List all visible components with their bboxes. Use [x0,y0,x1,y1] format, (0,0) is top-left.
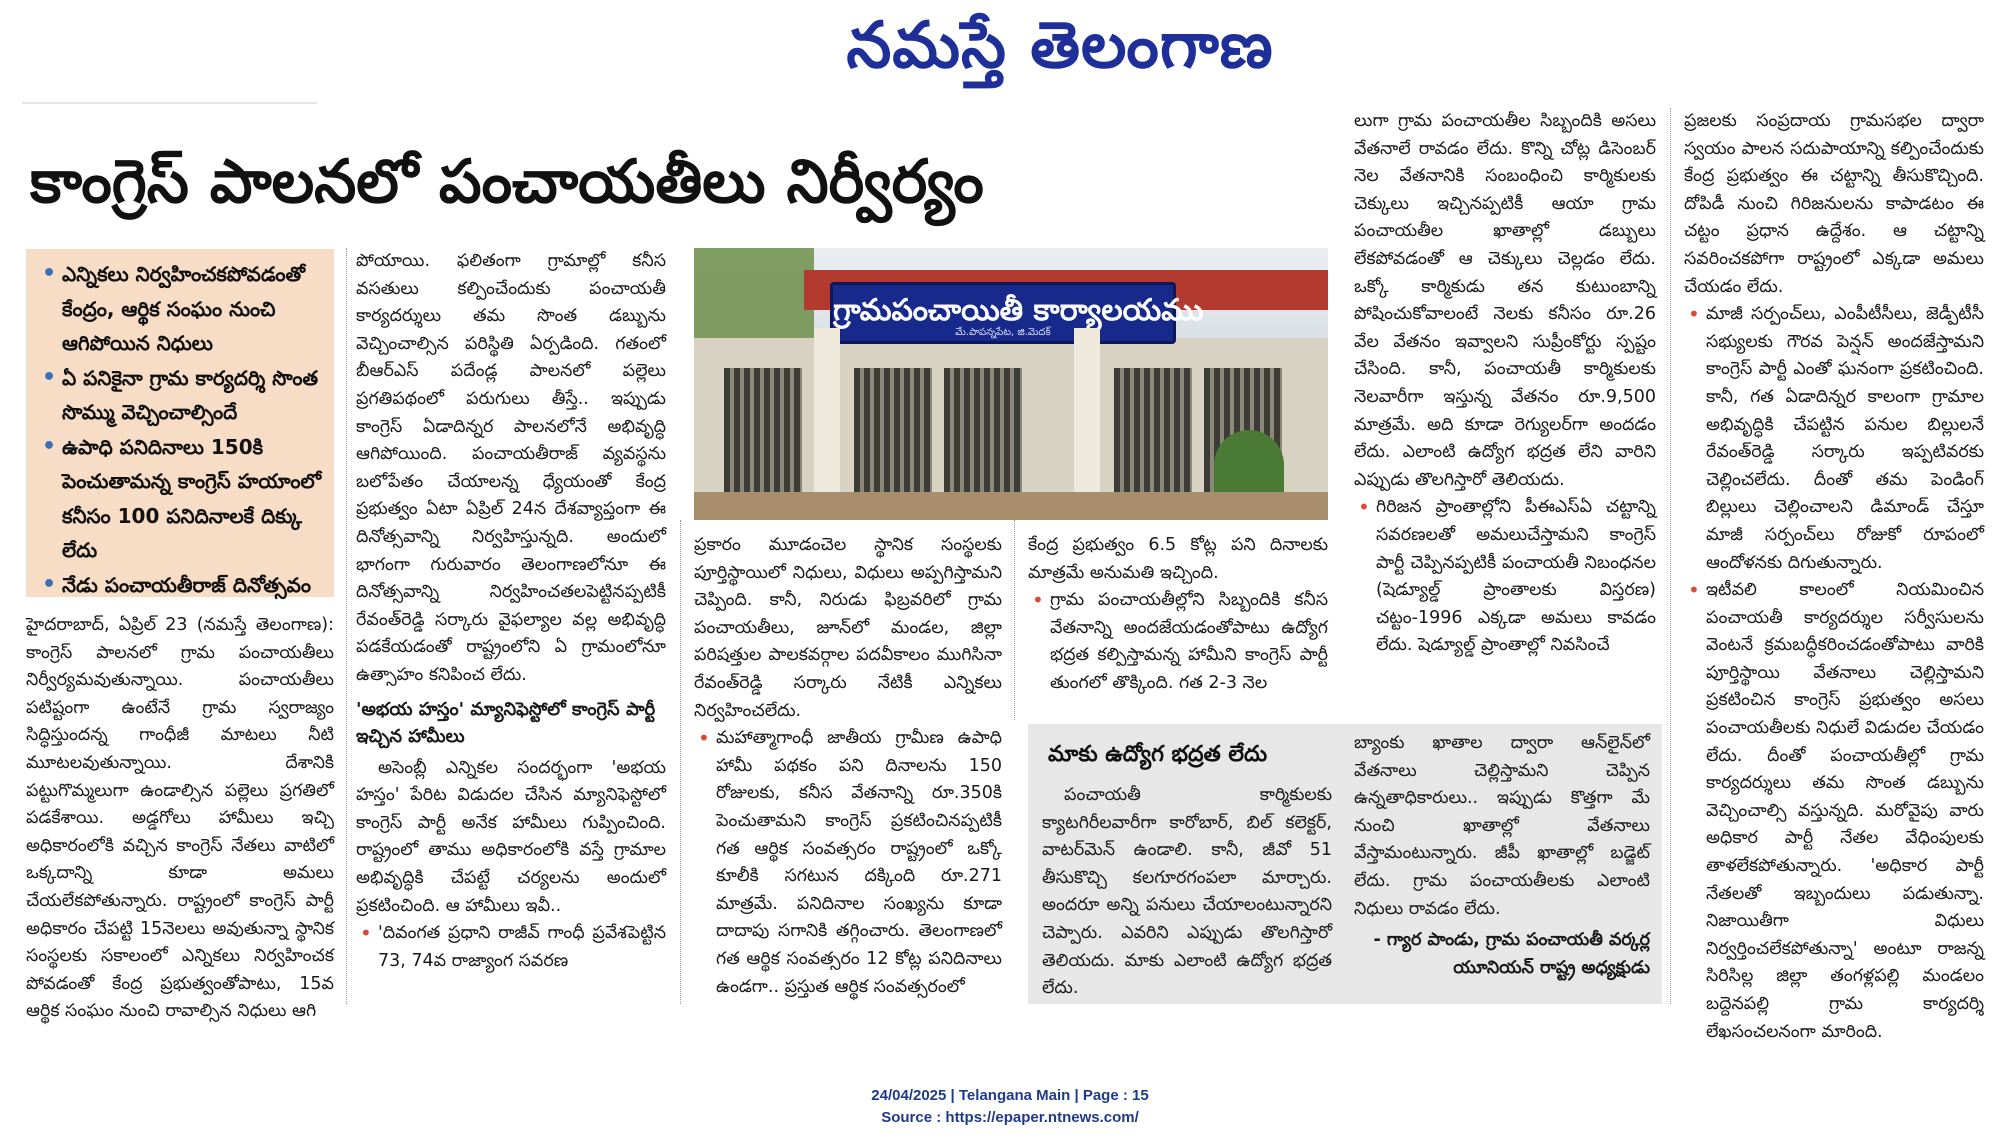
masthead-logo: నమస్తే తెలంగాణ [846,8,1274,83]
photo-ground [694,492,1328,520]
column-1 [26,612,334,1022]
highlight-item: • ఎన్నికలు నిర్వహించకపోవడంతో కేంద్రం, ఆర్థిక సంఘం నుంచి ఆగిపోయిన నిధులు [38,257,324,361]
column-divider [1670,108,1671,1004]
bullet-item: • మాజీ సర్పంచ్‌లు, ఎంపీటీసీలు, జెడ్పీటీసీ సభ్యులకు గౌరవ పెన్షన్ అందజేస్తామని కాంగ్రెస్ పార్టీ ఎంతో ఘనంగా ప్రకటించింది. కానీ, గత ఏడాదిన్నర కాలంగా గ్రామాల అభివృద్ధికి చేపట్టిన పనుల బిల్లులనే రేవంత్‌రెడ్డి సర్కారు ఇప్పటివరకు చెల్లించలేదు. దీంతో తమ పెండింగ్ బిల్లులు చెల్లించాలని డిమాండ్ చేస్తూ మాజీ సర్పంచ్‌లు రోజుకో రూపంలో ఆందోళనకు దిగుతున్నారు. [1684,301,1984,577]
photo-window [1114,368,1192,498]
column-6 [1684,108,1984,1042]
column-divider [346,248,347,1004]
quote-box-left [1042,782,1332,997]
article-paragraph: అసెంబ్లీ ఎన్నికల సందర్భంగా 'అభయ హస్తం' పేరిట విడుదల చేసిన మ్యానిఫెస్టోలో కాంగ్రెస్ పార్టీ అనేక హామీలు గుప్పించింది. రాష్ట్రంలో తాము అధికారంలోకి వస్తే గ్రామాల అభివృద్ధికి చేపట్టే చర్యలను అందులో ప్రకటించింది. ఆ హామీలు ఇవీ.. [356,757,666,916]
footer-source: Source : https://epaper.ntnews.com/ [881,1109,1139,1126]
photo-window [944,368,1022,498]
article-paragraph: బ్యాంకు ఖాతాల ద్వారా ఆన్‌లైన్‌లో వేతనాలు చెల్లిస్తామని చెప్పిన ఉన్నతాధికారులు.. ఇప్పుడు కొత్తగా మే నుంచి ఖాతాల్లో వేతనాలు వేస్తామంటున్నారు. జీపీ ఖాతాల్లో బడ్జెట్ లేదు. గ్రామ పంచాయతీలకు ఎలాంటి నిధులు రావడం లేదు. [1354,733,1650,919]
column-4 [1028,532,1328,722]
bullet-item: • 'దివంగత ప్రధాని రాజీవ్ గాంధీ ప్రవేశపెట్టిన 73, 74వ రాజ్యాంగ సవరణ [356,920,666,975]
highlight-item: • ఉపాధి పనిదినాలు 150కి పెంచుతామన్న కాంగ్రెస్ హయాంలో కనీసం 100 పనిదినాలకే దిక్కు లేదు [38,430,324,568]
bullet-item: • గ్రామ పంచాయతీల్లోని సిబ్బందికి కనీస వేతనాన్ని అందజేయడంతోపాటు ఉద్యోగ భద్రత కల్పిస్తామన్న హామీని కాంగ్రెస్ పార్టీ తుంగలో తొక్కింది. గత 2-3 నెల [1028,587,1328,697]
signboard-text: గ్రామపంచాయితీ కార్యాలయము [833,293,1204,328]
article-photo [694,248,1328,520]
highlight-item: • నేడు పంచాయతీరాజ్ దినోత్సవం [38,568,324,603]
quote-box-right [1354,730,1650,998]
photo-window [854,368,932,498]
highlights-box [26,249,334,597]
article-paragraph: పంచాయతీ కార్మికులకు క్యాటగిరీలవారీగా కారోబార్, బిల్ కలెక్టర్, వాటర్‌మెన్ ఉండాలి. కానీ, జీవో 51 తీసుకొచ్చి కలగూరగంపలా మార్చారు. అందరూ అన్ని పనులు చేయాలంటున్నారని చెప్పారు. ఎవరిని ఎప్పుడు తొలగిస్తారో తెలియదు. మాకు ఎలాంటి ఉద్యోగ భద్రత లేదు. [1042,785,1332,999]
signboard-subtext: మే.పాపన్నపేట, జి.మెదక్ [955,327,1051,338]
column-2 [356,248,666,1004]
article-paragraph: ప్రకారం మూడంచెల స్థానిక సంస్థలకు పూర్తిస్థాయిలో నిధులు, విధులు అప్పగిస్తామని చెప్పింది. కానీ, నిరుడు ఫిబ్రవరిలో గ్రామ పంచాయతీలు, జూన్‌లో మండల, జిల్లా పరిషత్తుల పాలకవర్గాల పదవీకాలం ముగిసినా రేవంత్‌రెడ్డి సర్కారు నేటికీ ఎన్నికలు నిర్వహించలేదు. [694,535,1002,721]
article-paragraph: కేంద్ర ప్రభుత్వం 6.5 కోట్ల పని దినాలకు మాత్రమే అనుమతి ఇచ్చింది. [1028,535,1328,583]
office-signboard [830,282,1204,344]
column-divider [1014,520,1015,720]
highlight-item: • ఏ పనికైనా గ్రామ కార్యదర్శి సొంత సొమ్ము వెచ్చించాల్సిందే [38,361,324,430]
photo-window [724,368,802,498]
subheading: 'అభయ హస్తం' మ్యానిఫెస్టోలో కాంగ్రెస్ పార్టీ ఇచ్చిన హామీలు [356,698,656,748]
footer-date-page: 24/04/2025 | Telangana Main | Page : 15 [871,1087,1149,1104]
article-paragraph: హైదరాబాద్, ఏప్రిల్ 23 (నమస్తే తెలంగాణ): కాంగ్రెస్ పాలనలో గ్రామ పంచాయతీలు నిర్వీర్యమవుతున్నాయి. పంచాయతీలు పటిష్టంగా ఉంటేనే గ్రామ స్వరాజ్యం సిద్ధిస్తుందన్న గాంధీజీ మాటలు నీటి మూటలవుతున్నాయి. దేశానికి పట్టుగొమ్మలుగా ఉండాల్సిన పల్లెలు ప్రగతిలో పడకేశాయి. అడ్డగోలు హామీలు ఇచ్చి అధికారంలోకి వచ్చిన కాంగ్రెస్ నేతలు వాటిలో ఒక్కదాన్ని కూడా అమలు చేయలేకపోతున్నారు. రాష్ట్రంలో కాంగ్రెస్ పార్టీ అధికారం చేపట్టి 15నెలలు అవుతున్నా స్థానిక సంస్థలకు సకాలంలో ఎన్నికలు నిర్వహించక పోవడంతో కేంద్ర ప్రభుత్వంతోపాటు, 15వ ఆర్థిక సంఘం నుంచి రావాల్సిన నిధులు ఆగి [26,615,334,1022]
bullet-item: • గిరిజన ప్రాంతాల్లోని పీఈఎస్ఏ చట్టాన్ని సవరణలతో అమలుచేస్తామని కాంగ్రెస్ పార్టీ చెప్పినప్పటికీ పంచాయతీ నిబంధనల (షెడ్యూల్డ్ ప్రాంతాలకు విస్తరణ) చట్టం-1996 ఎక్కడా అమలు కావడం లేదు. షెడ్యూల్డ్ ప్రాంతాల్లో నివసించే [1354,494,1656,660]
quote-attribution: - గ్యార పాండు, గ్రామ పంచాయతీ వర్కర్ల యూనియన్ రాష్ట్ర అధ్యక్షుడు [1373,930,1650,978]
article-paragraph: ప్రజలకు సంప్రదాయ గ్రామసభల ద్వారా స్వయం పాలన సదుపాయాన్ని కల్పించేందుకు కేంద్ర ప్రభుత్వం ఈ చట్టాన్ని తీసుకొచ్చింది. దోపిడీ నుంచి గిరిజనులను కాపాడటం ఈ చట్టం ప్రధాన ఉద్దేశం. ఆ చట్టాన్ని సవరించకపోగా రాష్ట్రంలో ఎక్కడా అమలు చేయడం లేదు. [1684,111,1984,297]
bullet-item: • ఇటీవలి కాలంలో నియమించిన పంచాయతీ కార్యదర్శుల సర్వీసులను వెంటనే క్రమబద్ధీకరించడంతోపాటు వారికి పూర్తిస్థాయి వేతనాలు చెల్లిస్తామని ప్రకటించిన కాంగ్రెస్ ప్రభుత్వం అసలు పంచాయతీలకు నిధులే విడుదల చేయడం లేదు. దీంతో పంచాయతీల్లో గ్రామ కార్యదర్శులు తమ సొంత డబ్బును వెచ్చించాల్సి వస్తున్నది. మరోవైపు వారు అధికార పార్టీ నేతల వేధింపులకు తాళలేకపోతున్నారు. 'అధికార పార్టీ నేతలతో ఇబ్బందులు పడుతున్నా. నిజాయితీగా విధులు నిర్వర్తించలేకపోతున్నా' అంటూ రాజన్న సిరిసిల్ల జిల్లా తంగళ్లపల్లి మండలం బద్దెనపల్లి గ్రామ కార్యదర్శి లేఖసంచలనంగా మారింది. [1684,577,1984,1046]
bullet-item: • మహాత్మాగాంధీ జాతీయ గ్రామీణ ఉపాధి హామీ పథకం పని దినాలను 150 రోజులకు, కనీస వేతనాన్ని రూ.350కి పెంచుతామని కాంగ్రెస్ ప్రకటించినప్పటికీ గత ఆర్థిక సంవత్సరం రాష్ట్రంలో ఒక్కో కూలీకి సగటున దక్కింది రూ.271 మాత్రమే. పనిదినాల సంఖ్యను కూడా దాదాపు సగానికి తగ్గించారు. తెలంగాణలో గత ఆర్థిక సంవత్సరం 12 కోట్ల పనిదినాలు ఉండగా.. ప్రస్తుత ఆర్థిక సంవత్సరంలో [694,725,1002,1001]
top-rule [22,102,317,104]
column-3 [694,532,1002,1004]
column-divider [680,520,681,1004]
article-paragraph: లుగా గ్రామ పంచాయతీల సిబ్బందికి అసలు వేతనాలే రావడం లేదు. కొన్ని చోట్ల డిసెంబర్ నెల వేతనానికి సంబంధించి కార్మికులకు చెక్కులు ఇచ్చినప్పటికీ ఆయా గ్రామ పంచాయతీల ఖాతాల్లో డబ్బులు లేకపోవడంతో ఆ చెక్కులు చెల్లడం లేదు. ఒక్కో కార్మికుడు తన కుటుంబాన్ని పోషించుకోవాలంటే నెలకు కనీసం రూ.26 వేల వేతనం ఇవ్వాలని సుప్రీంకోర్టు స్పష్టం చేసింది. కానీ, పంచాయతీ కార్మికులకు నెలవారీగా ఇస్తున్న వేతనం రూ.9,500 మాత్రమే. అది కూడా రెగ్యులర్‌గా అందడం లేదు. ఎలాంటి ఉద్యోగ భద్రత లేని వారిని ఎప్పుడు తొలగిస్తారో తెలియదు. [1354,111,1656,490]
column-5 [1354,108,1656,720]
article-paragraph: పోయాయి. ఫలితంగా గ్రామాల్లో కనీస వసతులు కల్పించేందుకు పంచాయతీ కార్యదర్శులు తమ సొంత డబ్బును వెచ్చించాల్సిన పరిస్థితి ఏర్పడింది. గతంలో బీఆర్ఎస్ పదేండ్ల పాలనలో పల్లెలు ప్రగతిపథంలో పరుగులు తీస్తే.. ఇప్పుడు కాంగ్రెస్ ఏడాదిన్నర పాలనలోనే అభివృద్ధి ఆగిపోయింది. పంచాయతీరాజ్ వ్యవస్థను బలోపేతం చేయాలన్న ధ్యేయంతో కేంద్ర ప్రభుత్వం ఏటా ఏప్రిల్ 24న దేశవ్యాప్తంగా ఈ దినోత్సవాన్ని నిర్వహిస్తున్నది. అందులో భాగంగా గురువారం తెలంగాణలోనూ ఈ దినోత్సవాన్ని నిర్వహించతలపెట్టినప్పటికీ రేవంత్‌రెడ్డి సర్కారు వైఫల్యాల వల్ల అభివృద్ధి పడకేయడంతో రాష్ట్రంలోని ఏ గ్రామంలోనూ ఉత్సాహం కనిపించ లేదు. [356,251,666,685]
quote-box-title: మాకు ఉద్యోగ భద్రత లేదు [1048,742,1268,767]
headline: కాంగ్రెస్ పాలనలో పంచాయతీలు నిర్వీర్యం [30,147,984,217]
